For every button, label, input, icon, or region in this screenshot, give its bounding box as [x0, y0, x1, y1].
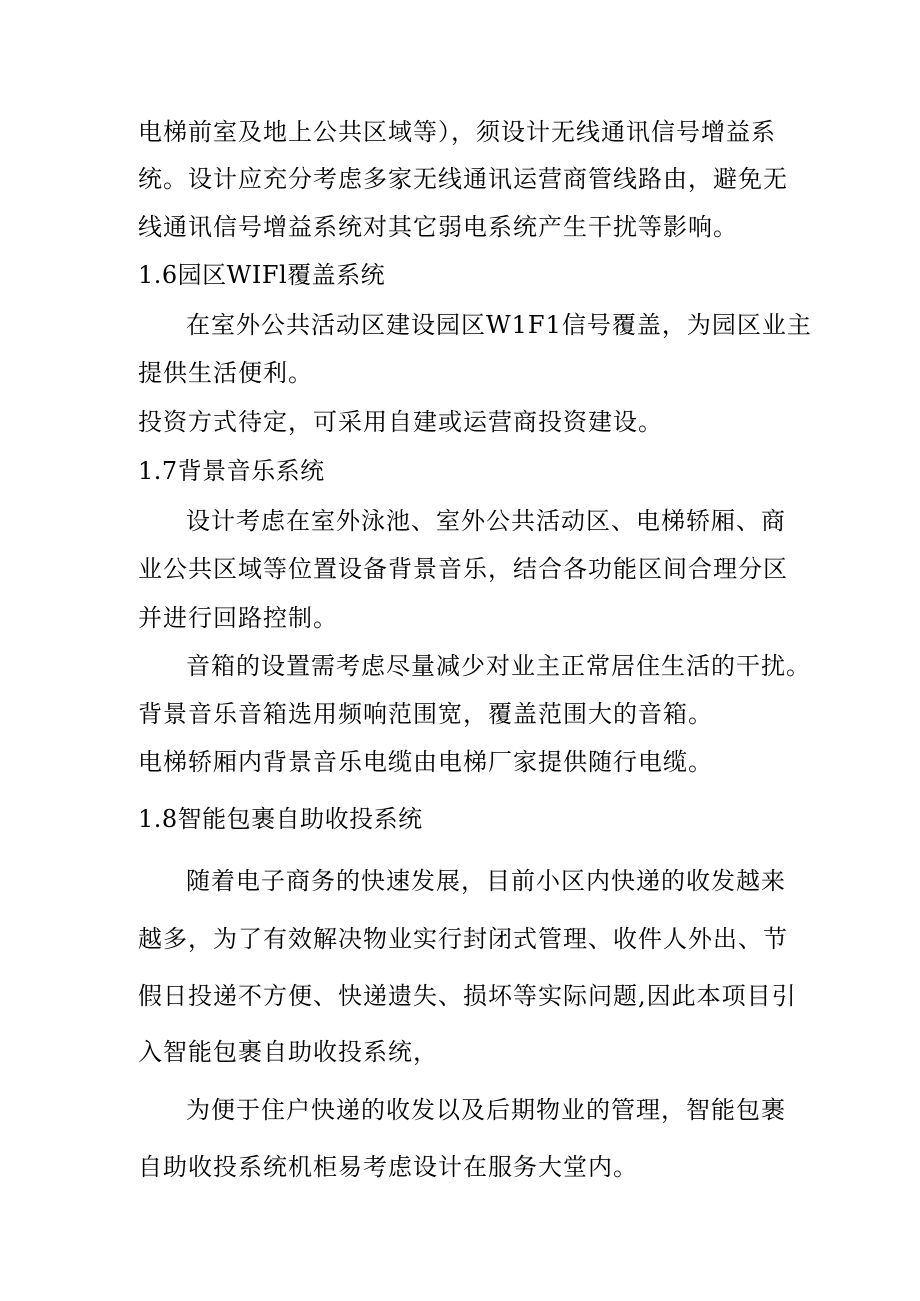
body-text-line: 统。设计应充分考虑多家无线通讯运营商管线路由，避免无 [138, 165, 788, 193]
section-heading-1-6: 1.6园区WIFl覆盖系统 [138, 261, 386, 289]
body-text-line: 业公共区域等位置设备背景音乐，结合各功能区间合理分区 [138, 555, 788, 583]
section-heading-1-7: 1.7背景音乐系统 [138, 457, 325, 485]
body-text-line: 越多，为了有效解决物业实行封闭式管理、收件人外出、节 [138, 925, 788, 953]
body-text-line: 线通讯信号增益系统对其它弱电系统产生干扰等影响。 [138, 213, 738, 241]
body-text-line: 入智能包裹自助收投系统， [138, 1038, 438, 1066]
body-text-line: 自助收投系统机柜易考虑设计在服务大堂内。 [138, 1153, 638, 1181]
section-heading-1-8: 1.8智能包裹自助收投系统 [138, 805, 423, 833]
body-text-line: 音箱的设置需考虑尽量减少对业主正常居住生活的干扰。 [186, 652, 811, 680]
body-text-line: 电梯轿厢内背景音乐电缆由电梯厂家提供随行电缆。 [138, 748, 713, 776]
body-text-line: 随着电子商务的快速发展，目前小区内快递的收发越来 [186, 867, 786, 895]
body-text-line: 设计考虑在室外泳池、室外公共活动区、电梯轿厢、商 [186, 507, 786, 535]
body-text-line: 背景音乐音箱选用频响范围宽，覆盖范围大的音箱。 [138, 700, 713, 728]
body-text-line: 假日投递不方便、快递遗失、损坏等实际问题,因此本项目引 [138, 982, 797, 1010]
body-text-line: 为便于住户快递的收发以及后期物业的管理，智能包裹 [186, 1096, 786, 1124]
body-text-line: 投资方式待定，可采用自建或运营商投资建设。 [138, 408, 663, 436]
body-text-line: 并进行回路控制。 [138, 604, 338, 632]
body-text-line: 电梯前室及地上公共区域等），须设计无线通讯信号增益系 [138, 118, 776, 146]
body-text-line: 提供生活便利。 [138, 359, 313, 387]
body-text-line: 在室外公共活动区建设园区W1F1信号覆盖，为园区业主 [186, 311, 812, 339]
